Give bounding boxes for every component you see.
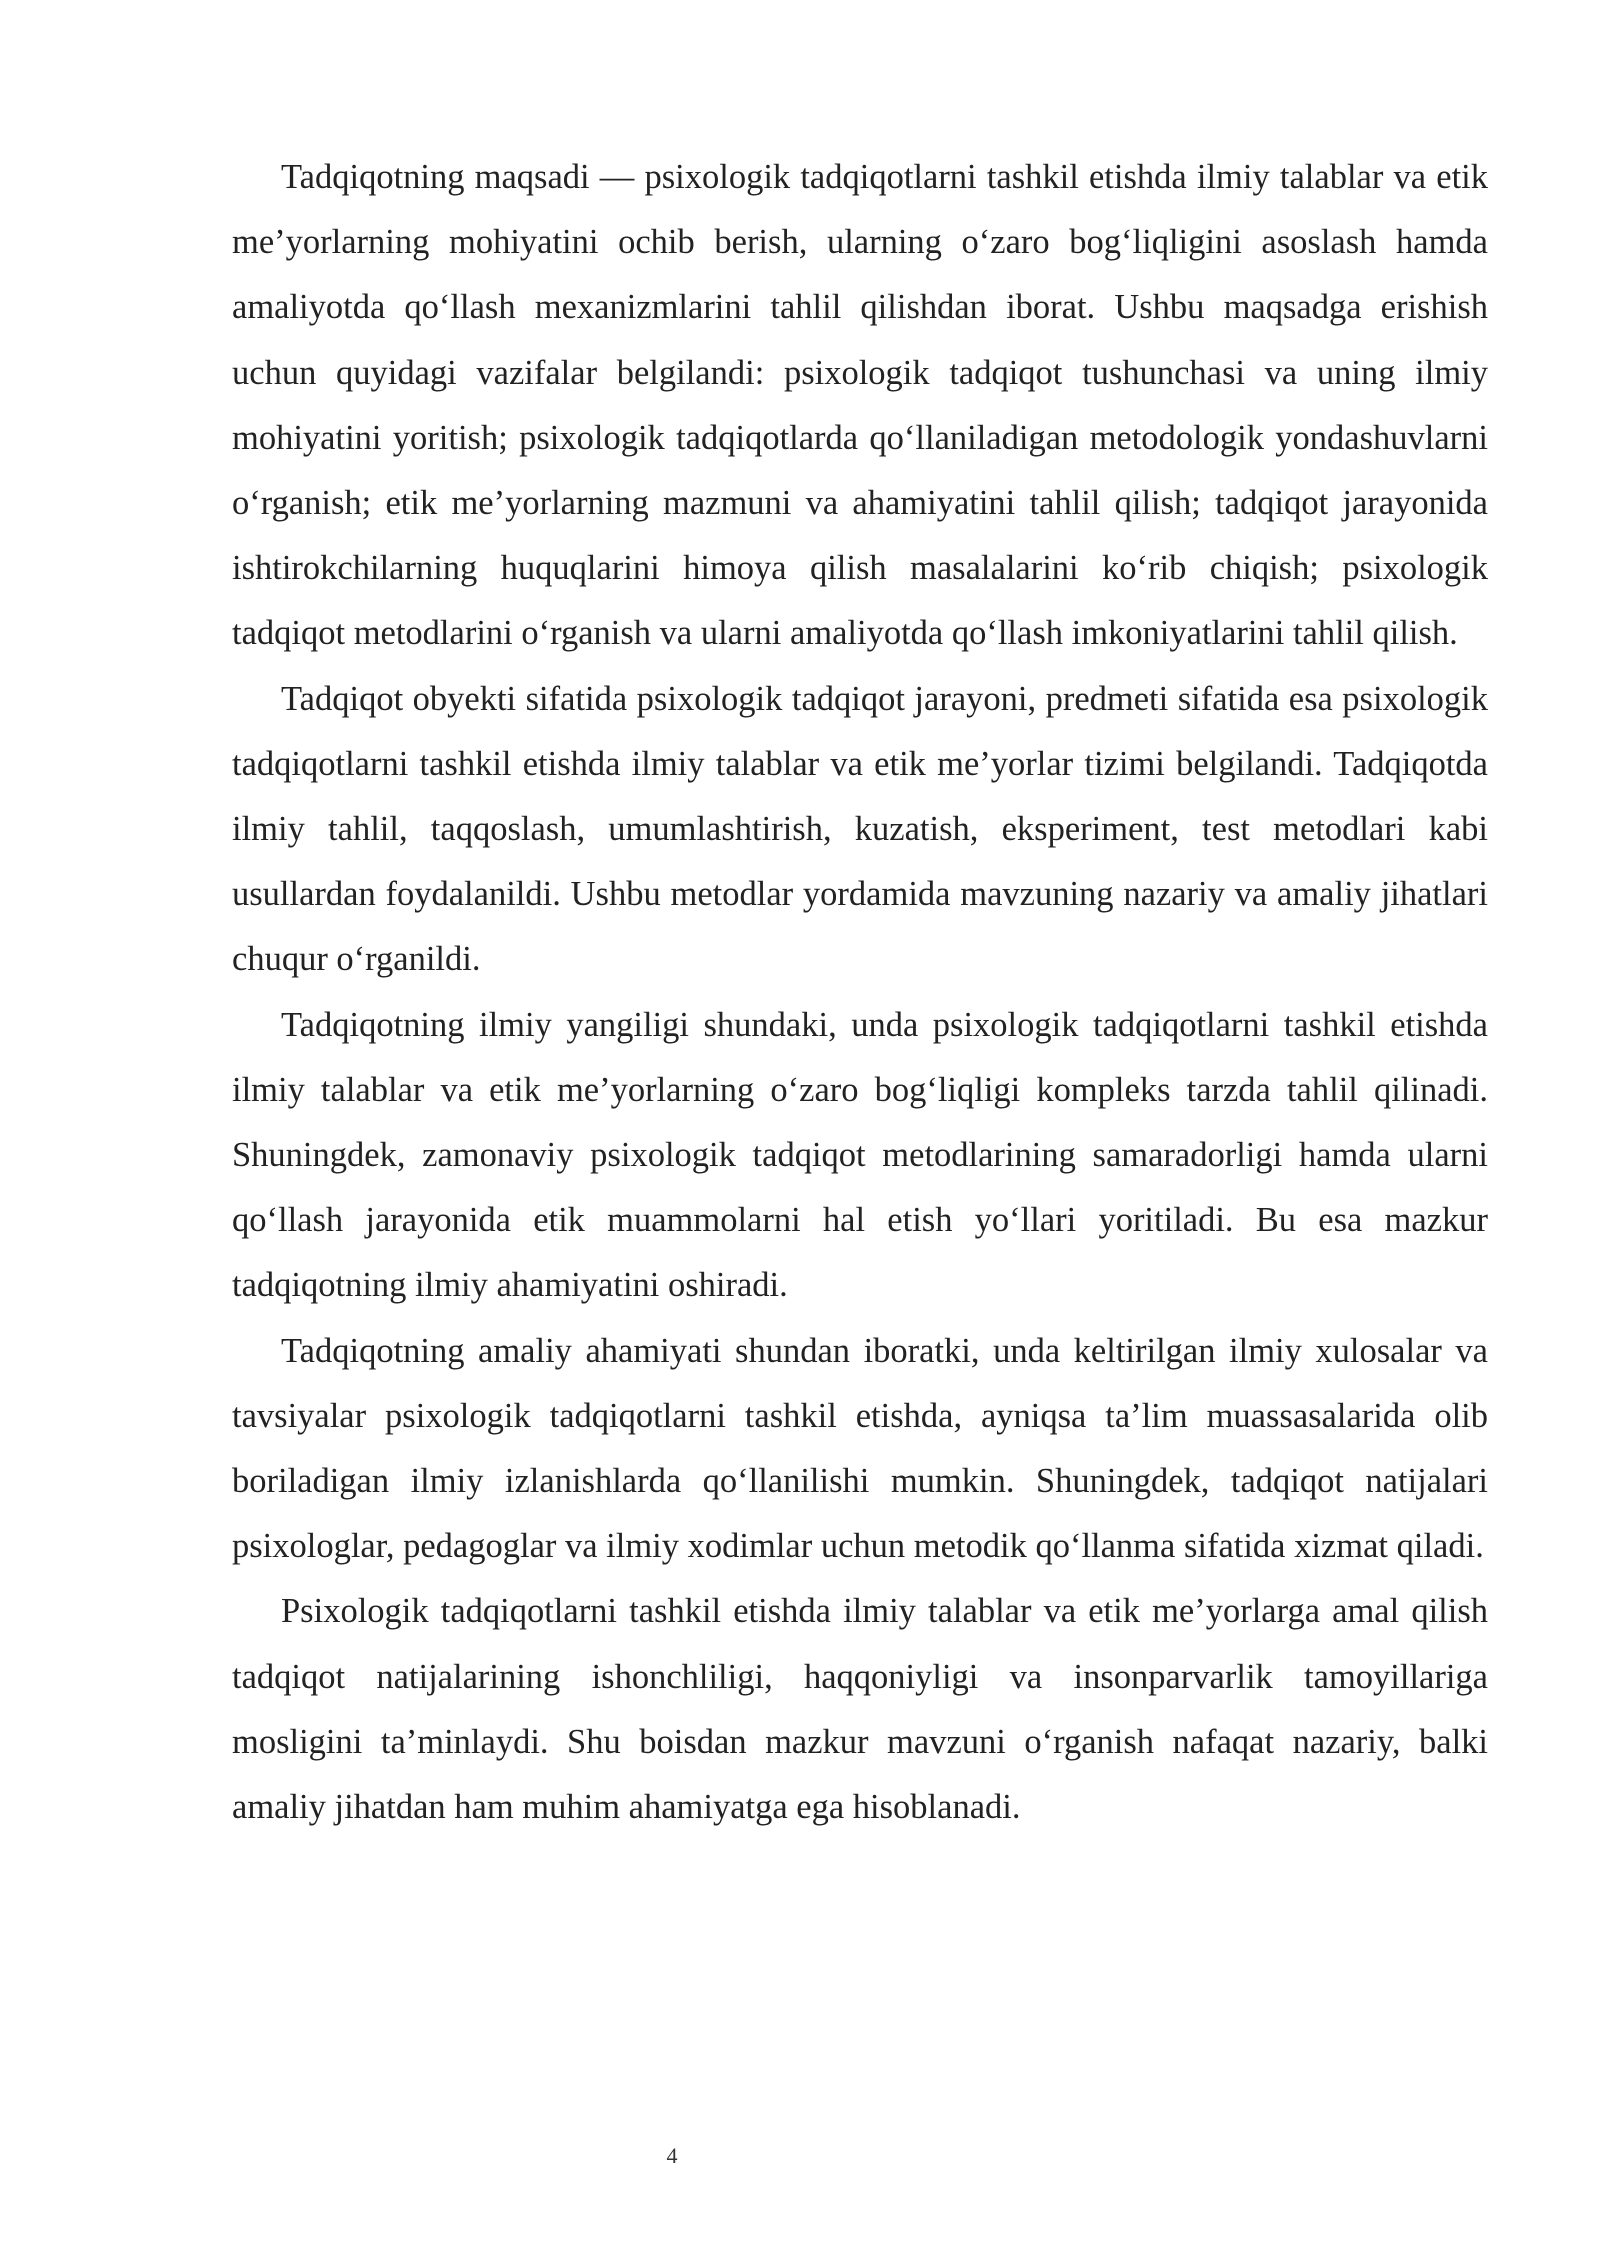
page-number: 4 [666, 2143, 678, 2168]
paragraph-conclusion: Psixologik tadqiqotlarni tashkil etishda ilmiy talablar va etik me’yorlarga amal qilish tadqiqot natijalarining ishonchliligi, haqqoniyligi va insonparvarlik tamoyillariga mosligini ta’minlaydi. Shu boisdan mazkur mavzuni o‘rganish nafaqat nazariy, balki amaliy jihatdan ham muhim ahamiyatga ega hisoblanadi. [232, 1592, 1488, 1827]
paragraph-research-goal: Tadqiqotning maqsadi — psixologik tadqiqotlarni tashkil etishda ilmiy talablar va etik me’yorlarning mohiyatini ochib berish, ularning o‘zaro bog‘liqligini asoslash hamda amaliyotda qo‘llash mexanizmlarini tahlil qilishdan iborat. Ushbu maqsadga erishish uchun quyidagi vazifalar belgilandi: psixologik tadqiqot tushunchasi va uning ilmiy mohiyatini yoritish; psixologik tadqiqotlarda qo‘llaniladigan metodologik yondashuvlarni o‘rganish; etik me’yorlarning mazmuni va ahamiyatini tahlil qilish; tadqiqot jarayonida ishtirokchilarning huquqlarini himoya qilish masalalarini ko‘rib chiqish; psixologik tadqiqot metodlarini o‘rganish va ularni amaliyotda qo‘llash imkoniyatlarini tahlil qilish. [232, 158, 1488, 653]
paragraph-practical-significance: Tadqiqotning amaliy ahamiyati shundan iboratki, unda keltirilgan ilmiy xulosalar va tavsiyalar psixologik tadqiqotlarni tashkil etishda, ayniqsa ta’lim muassasalarida olib boriladigan ilmiy izlanishlarda qo‘llanilishi mumkin. Shuningdek, tadqiqot natijalari psixologlar, pedagoglar va ilmiy xodimlar uchun metodik qo‘llanma sifatida xizmat qiladi. [232, 1331, 1488, 1566]
paragraph-scientific-novelty: Tadqiqotning ilmiy yangiligi shundaki, unda psixologik tadqiqotlarni tashkil etishda ilmiy talablar va etik me’yorlarning o‘zaro bog‘liqligi kompleks tarzda tahlil qilinadi. Shuningdek, zamonaviy psixologik tadqiqot metodlarining samaradorligi hamda ularni qo‘llash jarayonida etik muammolarni hal etish yo‘llari yoritiladi. Bu esa mazkur tadqiqotning ilmiy ahamiyatini oshiradi. [232, 1005, 1488, 1305]
document-body [232, 145, 1488, 1840]
paragraph-research-object: Tadqiqot obyekti sifatida psixologik tadqiqot jarayoni, predmeti sifatida esa psixologik tadqiqotlarni tashkil etishda ilmiy talablar va etik me’yorlar tizimi belgilandi. Tadqiqotda ilmiy tahlil, taqqoslash, umumlashtirish, kuzatish, eksperiment, test metodlari kabi usullardan foydalanildi. Ushbu metodlar yordamida mavzuning nazariy va amaliy jihatlari chuqur o‘rganildi. [232, 679, 1488, 979]
